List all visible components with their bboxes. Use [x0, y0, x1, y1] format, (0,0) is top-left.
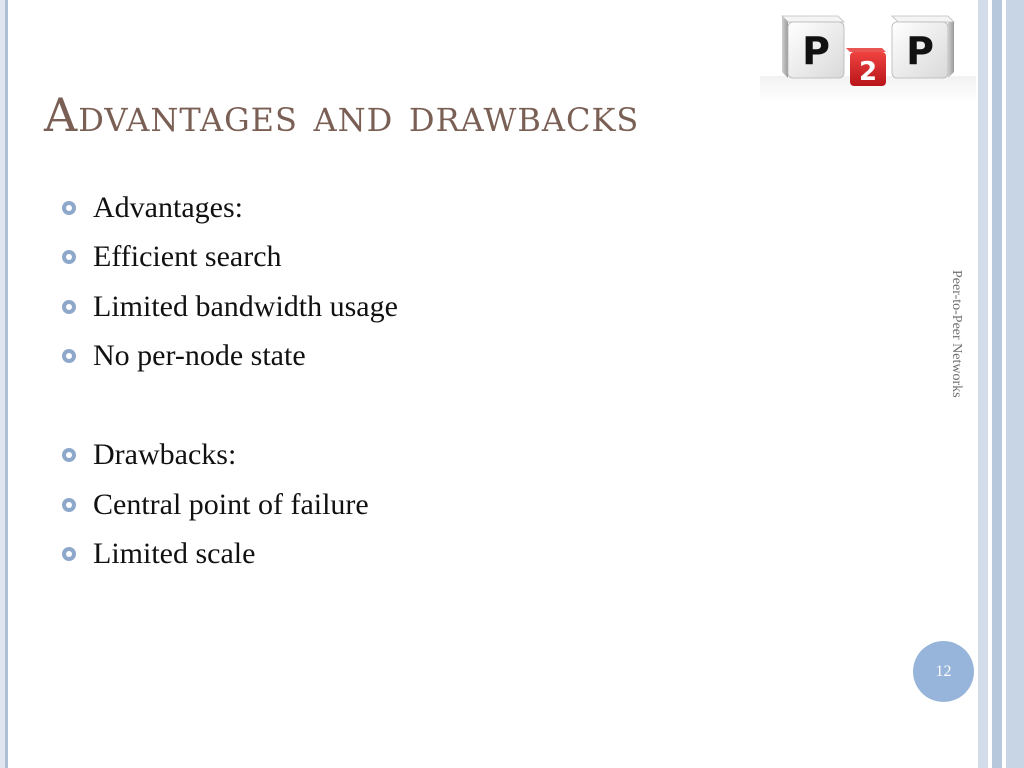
bullet-circle-icon — [62, 448, 76, 462]
middle-die — [846, 48, 886, 87]
bullet-item — [62, 431, 398, 481]
right-stripe-1 — [978, 0, 988, 768]
bullet-circle-icon — [62, 201, 76, 215]
bullet-item — [62, 530, 398, 580]
bullet-text: Limited bandwidth usage — [93, 289, 398, 323]
right-die — [892, 16, 954, 78]
bullet-circle-icon — [62, 250, 76, 264]
page-number-badge — [913, 641, 974, 702]
svg-text:2: 2 — [858, 57, 878, 87]
bullet-text: No per-node state — [93, 339, 306, 373]
bullet-circle-icon — [62, 498, 76, 512]
bullet-text: Limited scale — [93, 537, 256, 571]
side-caption: Peer-to-Peer Networks — [949, 270, 964, 398]
bullet-item — [62, 282, 398, 332]
bullet-circle-icon — [62, 349, 76, 363]
p2p-dice-logo — [760, 6, 976, 102]
left-edge-stripe-inner — [5, 0, 8, 768]
page-number: 12 — [935, 662, 952, 680]
bullet-list — [62, 183, 398, 579]
right-stripe-2 — [992, 0, 1002, 768]
bullet-item — [62, 183, 398, 233]
bullet-text: Efficient search — [93, 240, 282, 274]
bullet-text: Advantages: — [93, 190, 243, 224]
bullet-spacer — [62, 381, 398, 431]
bullet-item — [62, 480, 398, 530]
slide-title: Advantages and drawbacks — [44, 88, 640, 142]
svg-text:P: P — [906, 29, 934, 73]
left-die — [782, 16, 844, 78]
bullet-circle-icon — [62, 547, 76, 561]
bullet-text: Central point of failure — [93, 487, 369, 521]
bullet-item — [62, 332, 398, 382]
svg-text:P: P — [802, 29, 830, 73]
right-stripe-3 — [1006, 0, 1024, 768]
bullet-circle-icon — [62, 300, 76, 314]
bullet-text: Drawbacks: — [93, 438, 237, 472]
bullet-item — [62, 233, 398, 283]
